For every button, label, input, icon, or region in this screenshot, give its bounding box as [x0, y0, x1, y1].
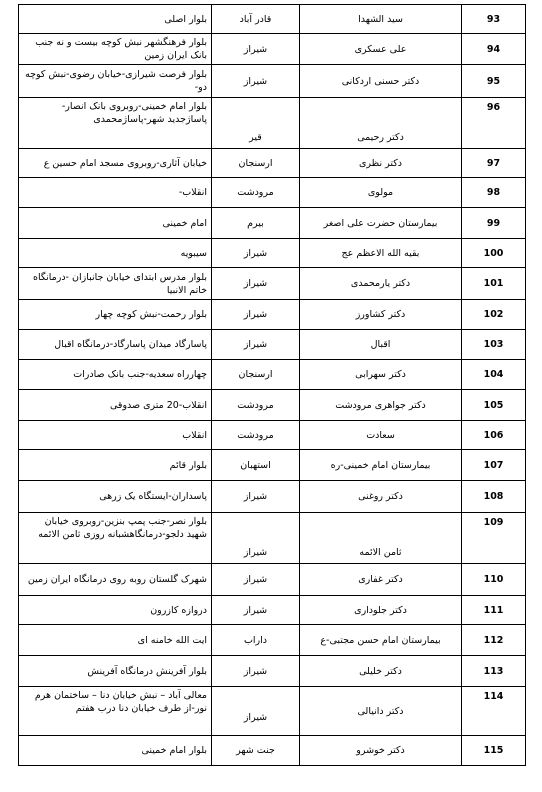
table-row [19, 239, 526, 268]
row-address: انقلاب- [19, 178, 212, 208]
row-city: شیراز [212, 268, 300, 300]
row-name: دکتر یارمحمدی [300, 268, 462, 300]
row-address: دروازه کازرون [19, 596, 212, 625]
table-row [19, 421, 526, 450]
row-city: شیراز [212, 596, 300, 625]
row-number: 111 [462, 596, 526, 625]
row-name: دکتر غفاری [300, 564, 462, 596]
row-name: دکتر جلوداری [300, 596, 462, 625]
row-name: ثامن الائمه [300, 513, 462, 564]
row-name: علی عسکری [300, 34, 462, 65]
table-row [19, 596, 526, 625]
row-number: 105 [462, 390, 526, 421]
row-city: شیراز [212, 656, 300, 687]
row-city: قیر [212, 98, 300, 149]
row-number: 109 [462, 513, 526, 564]
row-name: دکتر جواهری مرودشت [300, 390, 462, 421]
table-row [19, 65, 526, 98]
row-number: 98 [462, 178, 526, 208]
row-name: دکتر کشاورز [300, 300, 462, 330]
row-address: معالی آباد – نبش خیابان دنا – ساختمان هرم نور-از طرف خیابان دنا درب هفتم [19, 687, 212, 736]
row-number: 101 [462, 268, 526, 300]
row-name: دکتر خلیلی [300, 656, 462, 687]
table-row [19, 625, 526, 656]
row-city: مرودشت [212, 421, 300, 450]
table-row [19, 98, 526, 149]
table-row [19, 450, 526, 481]
table-row [19, 178, 526, 208]
row-city: بیرم [212, 208, 300, 239]
table-row [19, 208, 526, 239]
row-number: 99 [462, 208, 526, 239]
row-city: جنت شهر [212, 736, 300, 766]
table-row [19, 736, 526, 766]
row-address: خیابان آثاری-روبروی مسجد امام حسین ع [19, 149, 212, 178]
table-row [19, 513, 526, 564]
table-row [19, 149, 526, 178]
row-number: 108 [462, 481, 526, 513]
row-city: ارسنجان [212, 360, 300, 390]
row-name: دکتر سهرابی [300, 360, 462, 390]
row-address: سیبویه [19, 239, 212, 268]
row-number: 114 [462, 687, 526, 736]
row-city: مرودشت [212, 178, 300, 208]
row-number: 104 [462, 360, 526, 390]
table-row [19, 390, 526, 421]
row-number: 113 [462, 656, 526, 687]
row-name: مولوی [300, 178, 462, 208]
row-address: بلوار امام خمینی [19, 736, 212, 766]
row-address: بلوار فرهنگشهر نبش کوچه بیست و نه جنب بانک ایران زمین [19, 34, 212, 65]
row-number: 107 [462, 450, 526, 481]
table-row [19, 330, 526, 360]
row-address: بلوار اصلی [19, 5, 212, 34]
table-row [19, 268, 526, 300]
row-name: بیمارستان حضرت علی اصغر [300, 208, 462, 239]
row-address: بلوار رحمت-نبش کوچه چهار [19, 300, 212, 330]
row-name: سعادت [300, 421, 462, 450]
table-row [19, 5, 526, 34]
row-name: سید الشهدا [300, 5, 462, 34]
row-name: بقیه الله الاعظم عج [300, 239, 462, 268]
row-city: شیراز [212, 513, 300, 564]
row-city: قادر آباد [212, 5, 300, 34]
row-city: شیراز [212, 564, 300, 596]
row-number: 95 [462, 65, 526, 98]
row-address: امام خمینی [19, 208, 212, 239]
row-name: دکتر خوشرو [300, 736, 462, 766]
row-name: بیمارستان امام حسن مجتبی-ع [300, 625, 462, 656]
row-number: 115 [462, 736, 526, 766]
row-name: اقبال [300, 330, 462, 360]
row-address: پاسداران-ایستگاه یک زرهی [19, 481, 212, 513]
row-city: شیراز [212, 300, 300, 330]
pharmacy-table [18, 4, 526, 766]
row-city: شیراز [212, 481, 300, 513]
row-number: 100 [462, 239, 526, 268]
row-city: شیراز [212, 330, 300, 360]
row-city: مرودشت [212, 390, 300, 421]
row-number: 93 [462, 5, 526, 34]
row-name: بیمارستان امام خمینی-ره [300, 450, 462, 481]
row-address: بلوار امام خمینی-روبروی بانک انصار-پاساژجدید شهر-پاساژمحمدی [19, 98, 212, 149]
row-address: بلوار آفرینش درمانگاه آفرینش [19, 656, 212, 687]
row-address: بلوار مدرس ابتدای خیابان جانبازان -درمانگاه خاتم الانبیا [19, 268, 212, 300]
row-address: انقلاب [19, 421, 212, 450]
row-address: بلوار قائم [19, 450, 212, 481]
row-city: داراب [212, 625, 300, 656]
row-address: بلوار نصر-جنب پمپ بنزین-روبروی خیابان شهید دلجو-درمانگاهشبانه روزی ثامن الائمه [19, 513, 212, 564]
row-number: 112 [462, 625, 526, 656]
table-row [19, 687, 526, 736]
row-city: شیراز [212, 65, 300, 98]
row-number: 94 [462, 34, 526, 65]
row-number: 97 [462, 149, 526, 178]
row-address: انقلاب-20 متری صدوقی [19, 390, 212, 421]
row-city: ارسنجان [212, 149, 300, 178]
row-address: پاسارگاد میدان پاسارگاد-درمانگاه اقبال [19, 330, 212, 360]
row-city: استهبان [212, 450, 300, 481]
row-city: شیراز [212, 239, 300, 268]
row-number: 96 [462, 98, 526, 149]
row-number: 102 [462, 300, 526, 330]
row-name: دکتر رحیمی [300, 98, 462, 149]
row-address: شهرک گلستان روبه روی درمانگاه ایران زمین [19, 564, 212, 596]
table-row [19, 300, 526, 330]
row-number: 103 [462, 330, 526, 360]
table-row [19, 34, 526, 65]
table-row [19, 564, 526, 596]
row-address: ایت الله خامنه ای [19, 625, 212, 656]
row-name: دکتر نظری [300, 149, 462, 178]
row-name: دکتر روغنی [300, 481, 462, 513]
table-row [19, 656, 526, 687]
row-address: بلوار فرصت شیرازی-خیابان رضوی-نبش کوچه دو- [19, 65, 212, 98]
row-name: دکتر دانیالی [300, 687, 462, 736]
row-number: 106 [462, 421, 526, 450]
row-address: چهارراه سعدیه-جنب بانک صادرات [19, 360, 212, 390]
row-city: شیراز [212, 34, 300, 65]
row-name: دکتر حسنی اردکانی [300, 65, 462, 98]
row-city: شیراز [212, 687, 300, 736]
table-row [19, 481, 526, 513]
row-number: 110 [462, 564, 526, 596]
table-row [19, 360, 526, 390]
